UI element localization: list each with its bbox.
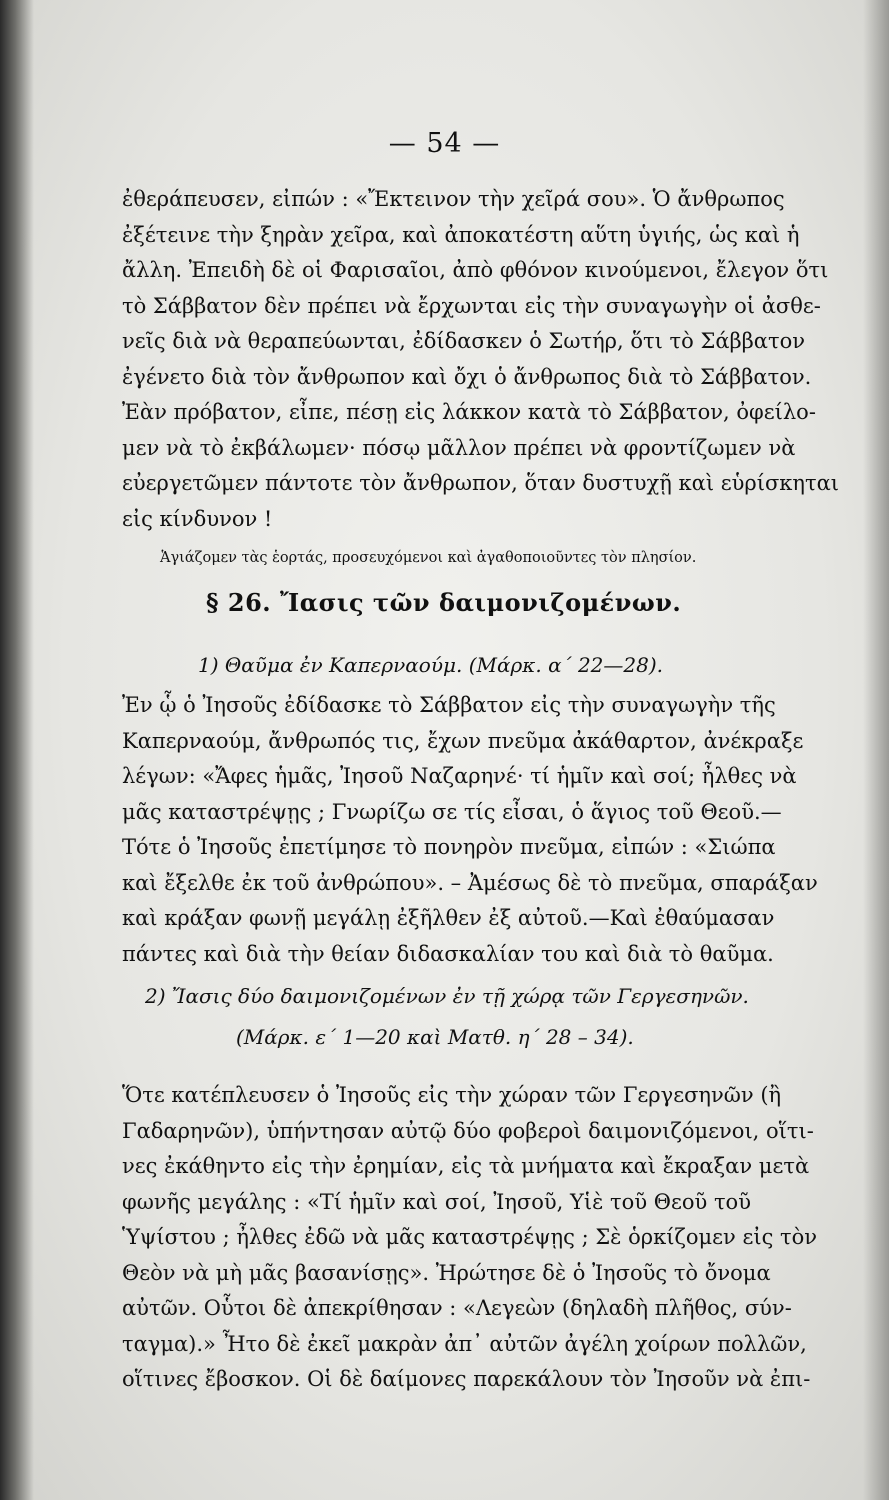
text-line: Τότε ὁ Ἰησοῦς ἐπετίμησε τὸ πονηρὸν πνεῦμα, εἰπών : «Σιώπα bbox=[122, 835, 776, 859]
paragraph-text bbox=[122, 1078, 852, 1398]
text-line: ταγμα).» Ἦτο δὲ ἐκεῖ μακρὰν ἀπ᾽ αὐτῶν ἀγέλη χοίρων πολλῶν, bbox=[122, 1331, 807, 1356]
text-line: Θεὸν νὰ μὴ μᾶς βασανίσῃς». Ἠρώτησε δὲ ὁ Ἰησοῦς τὸ ὄνομα bbox=[122, 1260, 771, 1285]
section-heading: § 26. Ἴασις τῶν δαιμονιζομένων. bbox=[206, 588, 682, 617]
paragraph-healing-withered-hand bbox=[122, 182, 852, 569]
paragraph-text bbox=[122, 688, 852, 972]
paragraph-capernaum-miracle bbox=[122, 688, 852, 972]
subsection-1-heading: 1) Θαῦμα ἐν Καπερναούμ. (Μάρκ. α΄ 22—28). bbox=[198, 653, 664, 677]
text-line: ἐθεράπευσεν, εἰπών : «Ἔκτεινον τὴν χεῖρά σου». Ὁ ἄνθρωπος bbox=[122, 187, 785, 211]
text-line: καὶ ἔξελθε ἐκ τοῦ ἀνθρώπου». – Ἀμέσως δὲ τὸ πνεῦμα, σπαράξαν bbox=[122, 870, 818, 895]
text-line: φωνῆς μεγάλης : «Τί ἡμῖν καὶ σοί, Ἰησοῦ, Υἱὲ τοῦ Θεοῦ τοῦ bbox=[122, 1189, 751, 1214]
text-line: Ὑψίστου ; ἦλθες ἐδῶ νὰ μᾶς καταστρέψῃς ; Σὲ ὁρκίζομεν εἰς τὸν bbox=[122, 1225, 818, 1249]
text-line: ἄλλη. Ἐπειδὴ δὲ οἱ Φαρισαῖοι, ἀπὸ φθόνον κινούμενοι, ἔλεγον ὅτι bbox=[122, 258, 829, 282]
subsection-2-reference: (Μάρκ. ε΄ 1—20 καὶ Ματθ. η΄ 28 – 34). bbox=[236, 1025, 634, 1049]
text-line: μᾶς καταστρέψῃς ; Γνωρίζω σε τίς εἶσαι, ὁ ἅγιος τοῦ Θεοῦ.— bbox=[122, 799, 782, 824]
text-line: αὐτῶν. Οὗτοι δὲ ἀπεκρίθησαν : «Λεγεὼν (δηλαδὴ πλῆθος, σύν- bbox=[122, 1296, 792, 1320]
text-line: οἵτινες ἔβοσκον. Οἱ δὲ δαίμονες παρεκάλουν τὸν Ἰησοῦν νὰ ἐπι- bbox=[122, 1367, 811, 1391]
text-line: μεν νὰ τὸ ἐκβάλωμεν· πόσῳ μᾶλλον πρέπει νὰ φροντίζωμεν νὰ bbox=[122, 435, 796, 460]
text-line: τὸ Σάββατον δὲν πρέπει νὰ ἔρχωνται εἰς τὴν συναγωγὴν οἱ ἀσθε- bbox=[122, 293, 821, 318]
text-line: Καπερναούμ, ἄνθρωπός τις, ἔχων πνεῦμα ἀκάθαρτον, ἀνέκραξε bbox=[122, 728, 804, 753]
text-line: ἐξέτεινε τὴν ξηρὰν χεῖρα, καὶ ἀποκατέστη αὕτη ὑγιής, ὡς καὶ ἡ bbox=[122, 222, 800, 247]
text-line: Ἐν ᾧ ὁ Ἰησοῦς ἐδίδασκε τὸ Σάββατον εἰς τὴν συναγωγὴν τῆς bbox=[122, 693, 776, 717]
text-line: καὶ κράξαν φωνῇ μεγάλῃ ἐξῆλθεν ἐξ αὐτοῦ.—Καὶ ἐθαύμασαν bbox=[122, 906, 775, 930]
text-line: λέγων: «Ἄφες ἡμᾶς, Ἰησοῦ Ναζαρηνέ· τί ἡμῖν καὶ σοί; ἦλθες νὰ bbox=[122, 764, 797, 788]
text-line: νεῖς διὰ νὰ θεραπεύωνται, ἐδίδασκεν ὁ Σωτήρ, ὅτι τὸ Σάββατον bbox=[122, 329, 806, 353]
text-line: Γαδαρηνῶν), ὑπήντησαν αὐτῷ δύο φοβεροὶ δαιμονιζόμενοι, οἵτι- bbox=[122, 1118, 814, 1143]
paragraph-gergesenes bbox=[122, 1078, 852, 1398]
text-line: Ὅτε κατέπλευσεν ὁ Ἰησοῦς εἰς τὴν χώραν τῶν Γεργεσηνῶν (ἢ bbox=[122, 1083, 782, 1107]
page-number: — 54 — bbox=[388, 128, 501, 159]
moral-note: Ἁγιάζομεν τὰς ἑορτάς, προσευχόμενοι καὶ ἀγαθοποιοῦντες τὸν πλησίον. bbox=[160, 550, 697, 566]
text-line: Ἐὰν πρόβατον, εἶπε, πέσῃ εἰς λάκκον κατὰ τὸ Σάββατον, ὀφείλο- bbox=[122, 400, 816, 424]
text-line: νες ἐκάθηντο εἰς τὴν ἐρημίαν, εἰς τὰ μνήματα καὶ ἔκραξαν μετὰ bbox=[122, 1154, 810, 1178]
subsection-2-heading: 2) Ἴασις δύο δαιμονιζομένων ἐν τῇ χώρᾳ τῶν Γεργεσηνῶν. bbox=[145, 984, 749, 1008]
text-line: πάντες καὶ διὰ τὴν θείαν διδασκαλίαν του καὶ διὰ τὸ θαῦμα. bbox=[122, 941, 774, 966]
paragraph-text bbox=[122, 182, 852, 537]
text-line: εἰς κίνδυνον ! bbox=[122, 506, 273, 531]
text-line: ἐγένετο διὰ τὸν ἄνθρωπον καὶ ὄχι ὁ ἄνθρωπος διὰ τὸ Σάββατον. bbox=[122, 364, 812, 389]
text-line: εὐεργετῶμεν πάντοτε τὸν ἄνθρωπον, ὅταν δυστυχῇ καὶ εὑρίσκηται bbox=[122, 471, 840, 495]
